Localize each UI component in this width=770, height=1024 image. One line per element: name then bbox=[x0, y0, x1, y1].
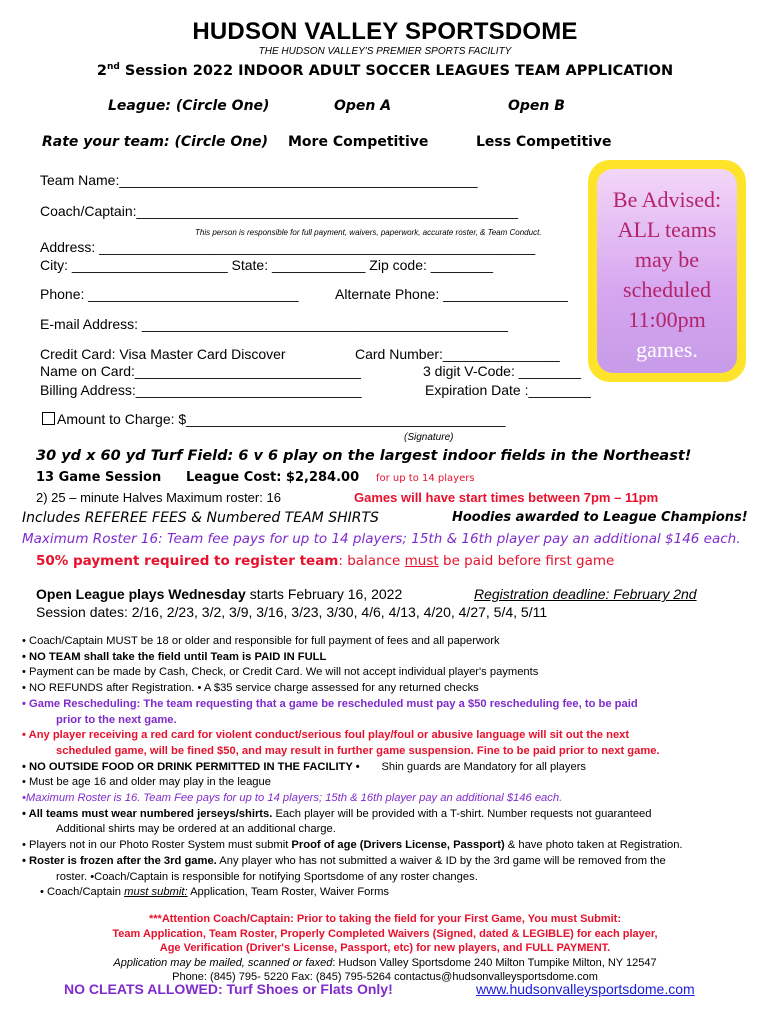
rate-option-less[interactable]: Less Competitive bbox=[476, 134, 612, 150]
attention-line-2: Team Application, Team Roster, Properly Completed Waivers (Signed, dated & LEGIBLE) for each player, bbox=[112, 927, 658, 940]
rate-label: Rate your team: (Circle One) bbox=[42, 134, 269, 150]
game-session: 13 Game Session bbox=[36, 470, 162, 485]
field-description: 30 yd x 60 yd Turf Field: 6 v 6 play on the largest indoor fields in the Northeast! bbox=[36, 448, 692, 464]
advised-line-1: Be Advised: bbox=[612, 187, 722, 212]
attention-line-5: Phone: (845) 795- 5220 Fax: (845) 795-5264 contactus@hudsonvalleysportsdome.com bbox=[172, 971, 598, 983]
list-item: • Players not in our Photo Roster System must submit Proof of age (Drivers License, Passport) & have photo taken at Registration. bbox=[22, 839, 683, 852]
rate-option-more[interactable]: More Competitive bbox=[288, 134, 429, 150]
start-times: Games will have start times between 7pm – 11pm bbox=[354, 490, 659, 505]
document-subtitle: THE HUDSON VALLEY'S PREMIER SPORTS FACILITY bbox=[258, 46, 512, 57]
amount-to-charge-field[interactable]: Amount to Charge: $_________________________________________ bbox=[42, 411, 505, 427]
payment-note: 50% payment required to register team: balance must be paid before first game bbox=[36, 553, 615, 569]
list-item: • NO REFUNDS after Registration. • A $35 service charge assessed for any returned checks bbox=[22, 682, 479, 695]
rules-list bbox=[22, 634, 752, 901]
list-item: prior to the next game. bbox=[56, 713, 177, 726]
session-dates: Session dates: 2/16, 2/23, 3/2, 3/9, 3/16, 3/23, 3/30, 4/6, 4/13, 4/20, 4/27, 5/4, 5/11 bbox=[36, 604, 548, 620]
attention-block bbox=[0, 912, 770, 985]
document-title: HUDSON VALLEY SPORTSDOME bbox=[192, 18, 578, 45]
list-item: • NO TEAM shall take the field until Team is PAID IN FULL bbox=[22, 650, 327, 663]
advised-line-4: scheduled bbox=[623, 277, 711, 302]
list-item: scheduled game, will be fined $50, and may result in further game suspension. Fine to be paid prior to next game. bbox=[56, 744, 660, 757]
league-cost: League Cost: $2,284.00 bbox=[186, 470, 360, 485]
website-link[interactable]: www.hudsonvalleysportsdome.com bbox=[476, 981, 695, 997]
address-field[interactable]: Address: ________________________________________________________ bbox=[40, 239, 536, 255]
coach-responsibility-note: This person is responsible for full payment, waivers, paperwork, accurate roster, & Team Conduct. bbox=[195, 228, 542, 237]
referee-fees: Includes REFEREE FEES & Numbered TEAM SHIRTS bbox=[22, 510, 379, 526]
advised-line-2: ALL teams bbox=[617, 217, 717, 242]
attention-line-3: Age Verification (Driver's License, Passport, etc) for new players, and FULL PAYMENT. bbox=[159, 942, 611, 954]
attention-line-4: Application may be mailed, scanned or faxed: Hudson Valley Sportsdome 240 Milton Tumpike Milton, NY 12547 bbox=[113, 956, 657, 969]
halves-roster: 2) 25 – minute Halves Maximum roster: 16 bbox=[36, 490, 281, 505]
vcode-field[interactable]: 3 digit V-Code: ________ bbox=[423, 363, 582, 379]
list-item: • Roster is frozen after the 3rd game. Any player who has not submitted a waiver & ID by the 3rd game will be removed from the bbox=[22, 854, 666, 867]
list-item: • Payment can be made by Cash, Check, or Credit Card. We will not accept individual player's payments bbox=[22, 666, 539, 679]
advised-line-3: may be bbox=[634, 247, 700, 272]
name-on-card-field[interactable]: Name on Card:_____________________________ bbox=[40, 363, 361, 379]
league-option-open-b[interactable]: Open B bbox=[508, 98, 565, 114]
coach-captain-field[interactable]: Coach/Captain:_________________________________________________ bbox=[40, 203, 519, 219]
list-item: • Coach/Captain MUST be 18 or older and responsible for full payment of fees and all paperwork bbox=[22, 635, 500, 647]
be-advised-callout bbox=[588, 160, 746, 382]
hoodies-note: Hoodies awarded to League Champions! bbox=[452, 510, 748, 525]
list-item: • Coach/Captain must submit: Application, Team Roster, Waiver Forms bbox=[40, 886, 390, 899]
phone-field[interactable]: Phone: ___________________________ bbox=[40, 286, 299, 302]
team-name-field[interactable]: Team Name:______________________________________________ bbox=[40, 172, 478, 188]
list-item: Additional shirts may be ordered at an additional charge. bbox=[56, 823, 336, 836]
open-league-date: Open League plays Wednesday starts February 16, 2022 bbox=[36, 586, 403, 602]
credit-card-type[interactable]: Credit Card: Visa Master Card Discover bbox=[40, 346, 286, 362]
registration-deadline: Registration deadline: February 2nd bbox=[474, 586, 697, 602]
list-item: • Game Rescheduling: The team requesting that a game be rescheduled must pay a $50 rescheduling fee, to be paid bbox=[22, 697, 638, 710]
cost-note: for up to 14 players bbox=[376, 473, 475, 484]
amount-checkbox[interactable] bbox=[42, 412, 55, 425]
list-item: • Must be age 16 and older may play in the league bbox=[22, 776, 271, 789]
city-state-zip-field[interactable]: City: ____________________ State: ____________ Zip code: ________ bbox=[40, 257, 494, 273]
max-roster-note: Maximum Roster 16: Team fee pays for up to 14 players; 15th & 16th player pay an additional $146 each. bbox=[22, 531, 741, 547]
alternate-phone-field[interactable]: Alternate Phone: ________________ bbox=[335, 286, 568, 302]
list-item: •Maximum Roster is 16. Team Fee pays for up to 14 players; 15th & 16th player pay an additional $146 each. bbox=[22, 792, 563, 805]
list-item: • Any player receiving a red card for violent conduct/serious foul play/foul or abusive language will sit out the next bbox=[22, 729, 630, 742]
league-label: League: (Circle One) bbox=[108, 98, 270, 114]
no-cleats-notice: NO CLEATS ALLOWED: Turf Shoes or Flats Only! bbox=[64, 981, 393, 997]
advised-line-6: games. bbox=[636, 337, 698, 362]
advised-line-5: 11:00pm bbox=[628, 307, 706, 332]
league-option-open-a[interactable]: Open A bbox=[334, 98, 392, 114]
email-field[interactable]: E-mail Address: _______________________________________________ bbox=[40, 316, 508, 332]
signature-label: (Signature) bbox=[404, 432, 454, 443]
list-item: roster. •Coach/Captain is responsible for notifying Sportsdome of any roster changes. bbox=[56, 870, 478, 883]
list-item: • NO OUTSIDE FOOD OR DRINK PERMITTED IN THE FACILITY • Shin guards are Mandatory for all players bbox=[22, 760, 587, 773]
session-heading: 2nd Session 2022 INDOOR ADULT SOCCER LEAGUES TEAM APPLICATION bbox=[96, 62, 674, 79]
attention-line-1: ***Attention Coach/Captain: Prior to taking the field for your First Game, You must Submit: bbox=[148, 913, 622, 925]
card-number-field[interactable]: Card Number:_______________ bbox=[355, 346, 560, 362]
billing-address-field[interactable]: Billing Address:_____________________________ bbox=[40, 382, 362, 398]
expiration-field[interactable]: Expiration Date :________ bbox=[425, 382, 591, 398]
list-item: • All teams must wear numbered jerseys/shirts. Each player will be provided with a T-shirt. Number requests not guaranteed bbox=[22, 807, 652, 820]
